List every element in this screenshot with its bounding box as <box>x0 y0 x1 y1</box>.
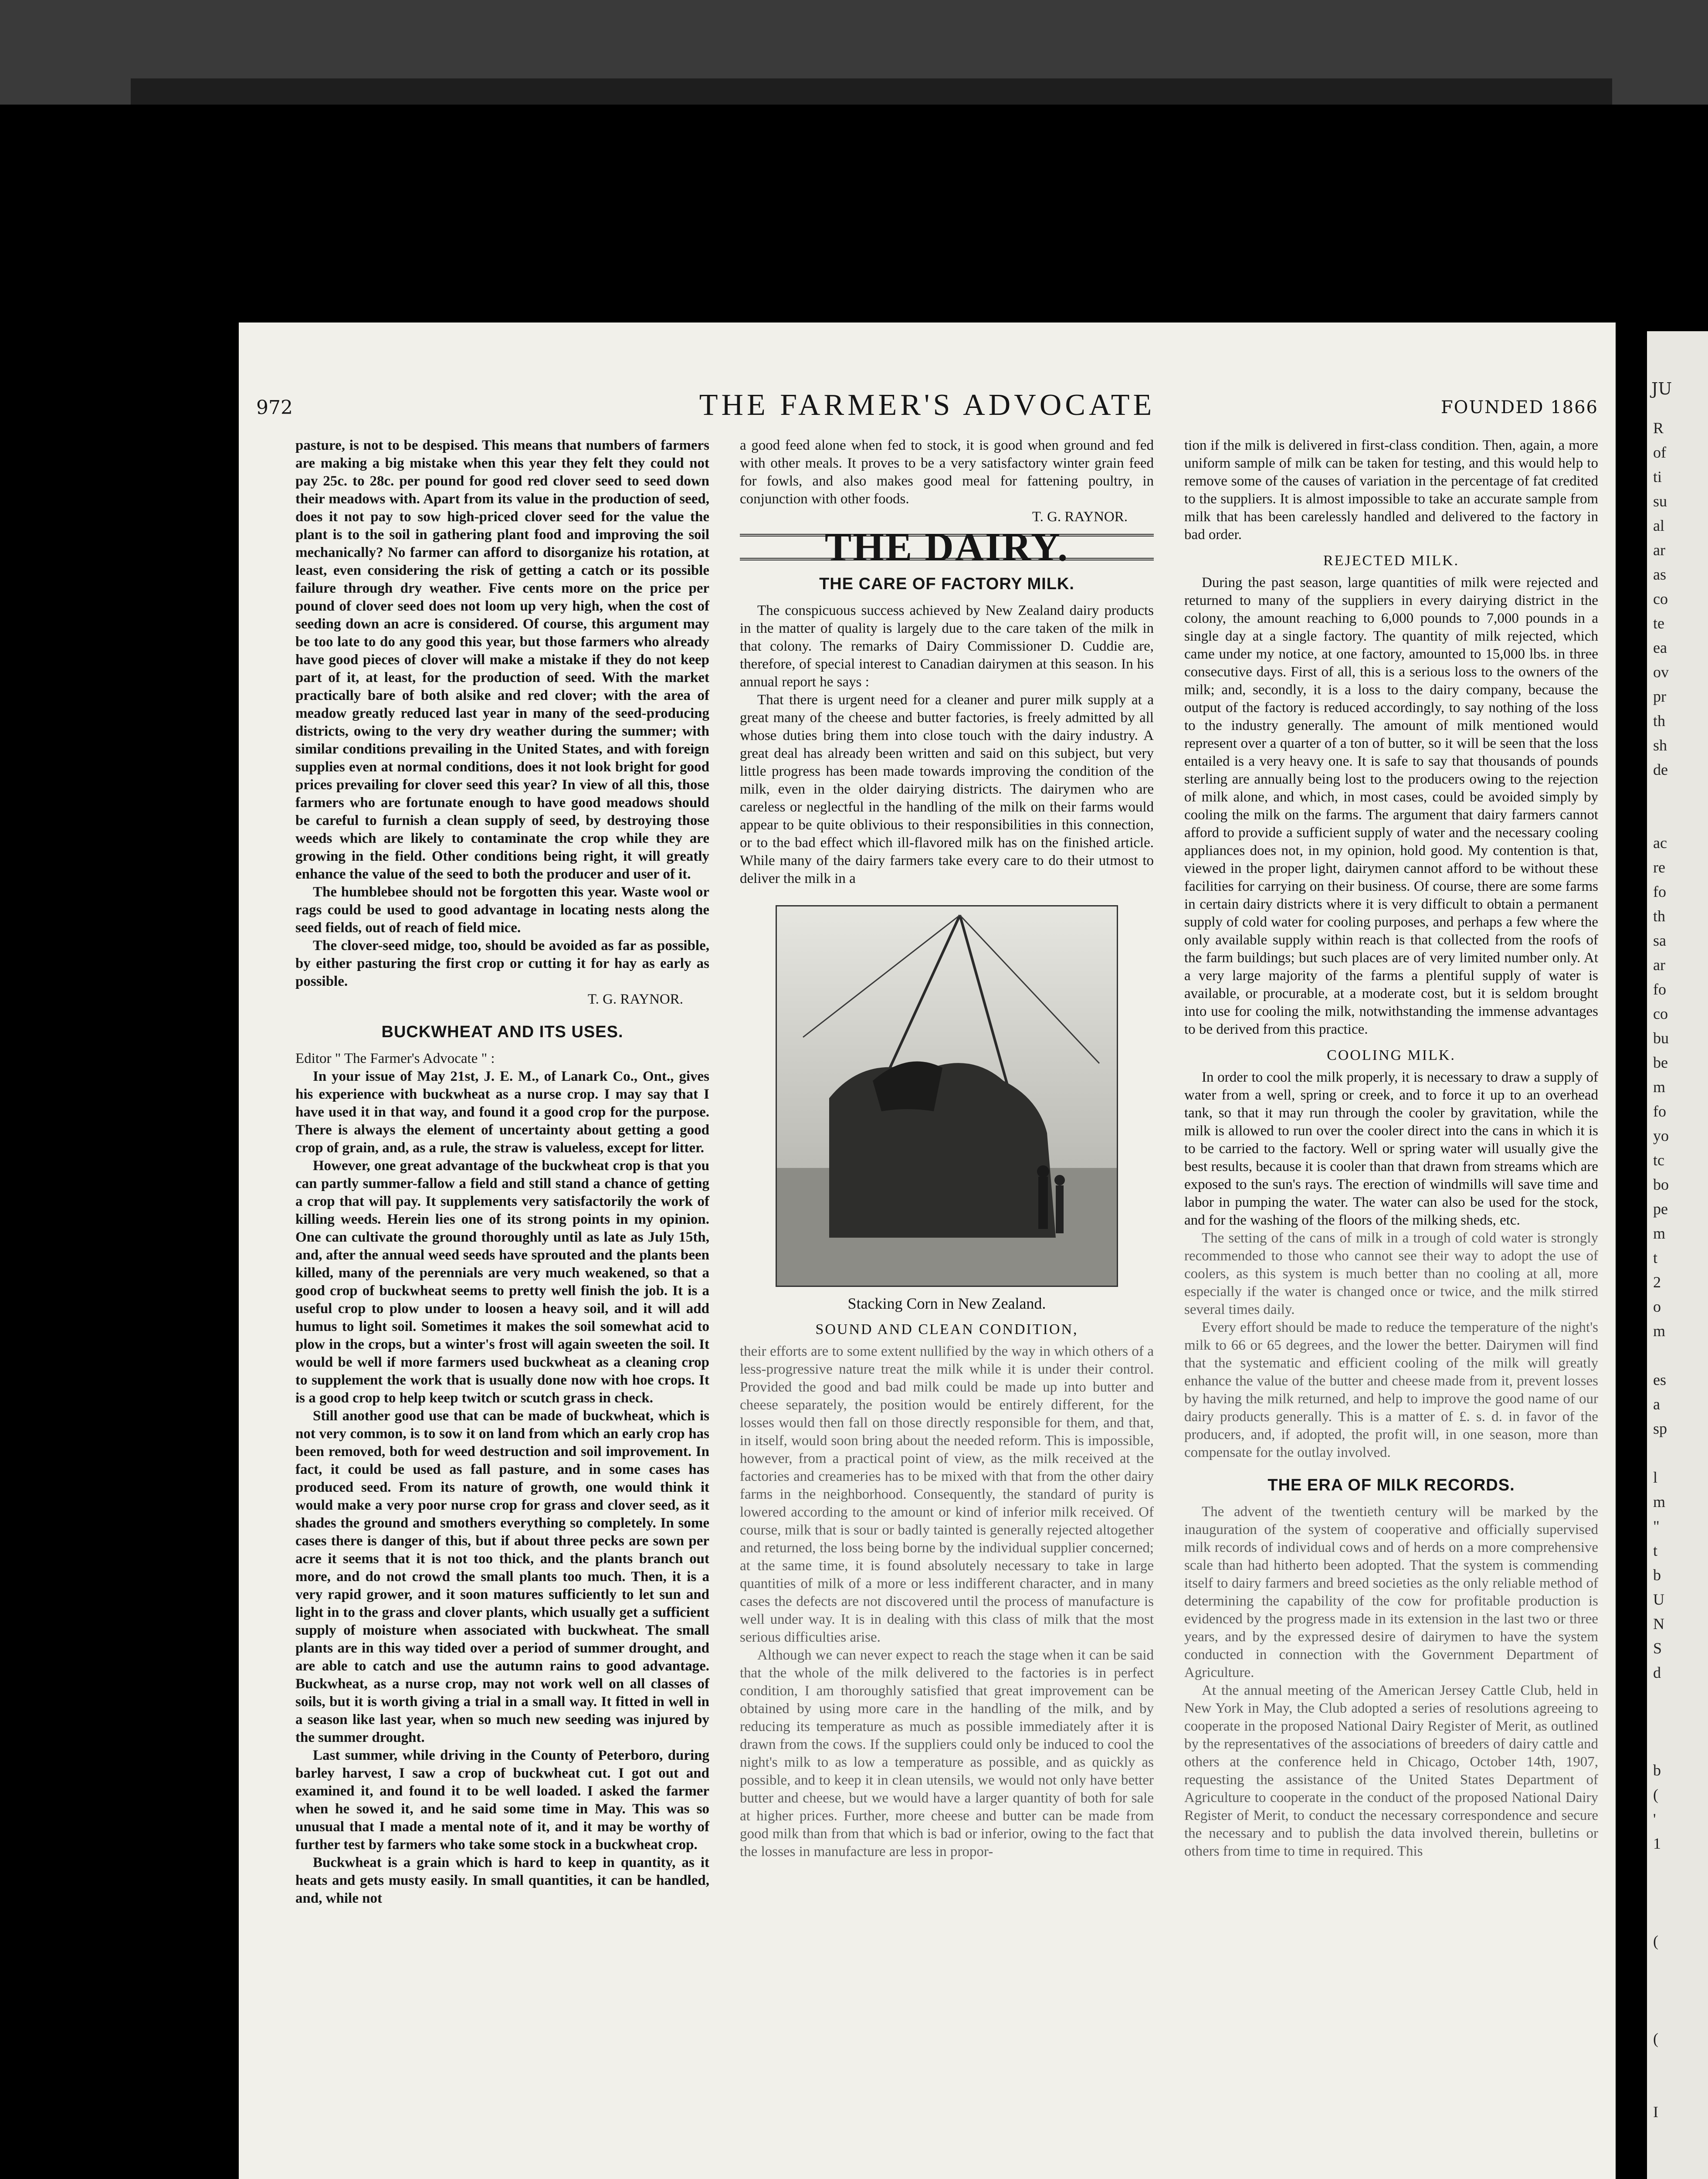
fragment-line: m <box>1653 1225 1666 1242</box>
signature: T. G. RAYNOR. <box>1032 509 1128 525</box>
fragment-line <box>1647 782 1708 806</box>
photo-caption: Stacking Corn in New Zealand. <box>847 1295 1046 1312</box>
fragment-line: as <box>1653 566 1666 583</box>
fragment-line: sp <box>1653 1420 1667 1437</box>
fragment-line: ( <box>1653 1932 1658 1950</box>
fragment-line: ( <box>1653 1786 1658 1803</box>
fragment-line: co <box>1653 590 1668 608</box>
fragment-line: ac <box>1653 834 1667 852</box>
fragment-line: " <box>1653 1517 1660 1535</box>
fragment-line: ' <box>1653 1810 1656 1828</box>
paragraph: At the annual meeting of the American Jersey Cattle Club, held in New York in May, the Club adopted a series of resolutions agreeing to cooperate in the proposed National Dairy Register of Merit, as outlined by the representatives of the associations of breeders of dairy cattle and others at the conference held in Chicago, October 14th, 1907, requesting the assistance of the United States Department of Agriculture to cooperate in the conduct of the proposed National Dairy Register of Merit, to conduct the necessary correspondence and secure the necessary and to publish the data involved therein, bulletins or others from time to time in required. This <box>1184 1683 1598 1859</box>
fragment-line: U <box>1653 1591 1664 1608</box>
paragraph: a good feed alone when fed to stock, it is good when ground and fed with other meals. It proves to be a very satisfactory winter grain feed for fowls, and also makes good meal for fattening poultry, in conjunction with other foods. <box>740 438 1154 507</box>
photo-stacking-corn <box>776 905 1118 1287</box>
fragment-line: be <box>1653 1054 1668 1071</box>
fragment-line: N <box>1653 1615 1664 1633</box>
paragraph: pasture, is not to be despised. This means that numbers of farmers are making a big mistake when this year they felt they could not pay 25c. to 28c. per pound for good red clover seed to seed down their meadows with. Apart from its value in the production of seed, does it not pay to sow high-priced clover seed for the value the plant is to the soil in gathering plant food and improving the soil mechanically? No farmer can afford to disorganize his rotation, at least, even considering the risk of getting a catch or its possible failure through dry weather. Five cents more on the price per pound of clover seed does not loom up very high, when the cost of seeding down an acre is considered. Of course, this argument may be too late to do any good this year, but those farmers who already have good pieces of clover will make a mistake if they do not keep part of it, at least, for the production of seed. With the market practically bare of both alsike and red clover; with the area of meadow greatly reduced last year in many of the seed-producing districts, owing to the very dry weather during the summer; with similar conditions prevailing in the United States, and with foreign supplies even at normal conditions, does it not look bright for good prices prevailing for clover seed this year? In view of all this, those farmers who are fortunate enough to have good meadows should be careful to furnish a clean supply of seed, by destroying those weeds which are likely to contaminate the crop while they are growing in the field. Other conditions being right, it will greatly enhance the value of the seed to both the producer and user of it. <box>295 438 709 882</box>
fragment-line: ( <box>1653 2030 1658 2047</box>
fragment-line: de <box>1653 761 1668 778</box>
column-3 <box>1184 437 1598 1860</box>
fragment-line: bo <box>1653 1176 1669 1193</box>
heading-cooling-milk: COOLING MILK. <box>1327 1047 1456 1063</box>
paragraph: In order to cool the milk properly, it is necessary to draw a supply of water from a well, spring or creek, and to force it up to an overhead tank, so that it may run through the cooler by gravitation, while the milk is allowed to run over the cooler direct into the cans in which it is to be carried to the factory. Well or spring water will usually give the best results, because it is cooler than that drawn from streams which are exposed to the sun's rays. The erection of windmills will save time and labor in pumping the water. The water can also be used for the stock, and for the washing of the floors of the milking sheds, etc. <box>1184 1069 1598 1228</box>
fragment-line: ea <box>1653 639 1667 656</box>
heading-sound-clean: SOUND AND CLEAN CONDITION, <box>815 1321 1078 1337</box>
scan-border-top <box>0 0 1708 105</box>
fragment-line: fo <box>1653 981 1666 998</box>
fragment-line <box>1647 1709 1708 1734</box>
heading-milk-records: THE ERA OF MILK RECORDS. <box>1267 1476 1515 1494</box>
paragraph: The setting of the cans of milk in a trough of cold water is strongly recommended to those who cannot see their way to adopt the use of coolers, as this system is much better than no cooling at all, more especially if the water is changed once or twice, and the milk stirred several times daily. <box>1184 1230 1598 1317</box>
paragraph: their efforts are to some extent nullified by the way in which others of a less-progressive nature treat the milk while it is under their control. Provided the good and bad milk could be made up into butter and cheese separately, the position would be entirely different, for the losses would then fall on those directly responsible for them, and that, in itself, would soon bring about the needed reform. This is impossible, however, from a practical point of view, as the milk received at the factories and creameries has to be mixed with that from the other dairy farms in the neighborhood. Consequently, the standard of purity is lowered according to the amount or kind of inferior milk received. Of course, milk that is sour or badly tainted is generally rejected altogether and returned, the loss being borne by the individual supplier concerned; at the same time, it is found absolutely necessary to take in large quantities of milk of a more or less indifferent character, and in many cases the defects are not discovered until the process of manufacture is well under way. It is in dealing with this class of milk that the most serious difficulties arise. <box>740 1344 1154 1645</box>
fragment-line: t <box>1653 1542 1658 1559</box>
fragment-line: m <box>1653 1322 1666 1340</box>
fragment-line <box>1647 2002 1708 2026</box>
paragraph: The conspicuous success achieved by New Zealand dairy products in the matter of quality is largely due to the care taken of the milk in that colony. The remarks of Dairy Commissioner D. Cuddie are, therefore, of special interest to Canadian dairymen at this season. In his annual report he says : <box>740 603 1154 690</box>
fragment-line: a <box>1653 1395 1660 1413</box>
paragraph: Although we can never expect to reach the stage when it can be said that the whole of the milk delivered to the factories is in perfect condition, I am thoroughly satisfied that great improvement can be obtained by using more care in the handling of the milk, and by reducing its temperature as much as possible immediately after it is drawn from the cows. If the suppliers could only be induced to cool the night's milk to as low a temperature as possible, and as quickly as possible, and to keep it in clean utensils, we would not only have better butter and cheese, but we would have a larger quantity of both for sale at higher prices. Further, more cheese and butter can be made from good milk than from that which is bad or inferior, owing to the fact that the losses in manufacture are less in propor- <box>740 1647 1154 1860</box>
paragraph: The humblebee should not be forgotten this year. Waste wool or rags could be used to good advantage in locating nests along the seed fields, out of reach of field mice. <box>295 884 709 936</box>
newspaper-page <box>239 322 1616 2179</box>
fragment-line: sa <box>1653 932 1666 949</box>
fragment-line <box>1647 2051 1708 2075</box>
fragment-line: th <box>1653 907 1666 925</box>
signature: T. G. RAYNOR. <box>587 991 683 1007</box>
fragment-line: bu <box>1653 1029 1669 1047</box>
fragment-line: m <box>1653 1078 1666 1096</box>
fragment-line: ar <box>1653 541 1665 559</box>
fragment-line: al <box>1653 517 1664 534</box>
paragraph: Buckwheat is a grain which is hard to keep in quantity, as it heats and gets musty easily. In small quantities, it can be handled, and, while not <box>295 1855 709 1906</box>
fragment-line: es <box>1653 1371 1666 1388</box>
heading-factory-milk: THE CARE OF FACTORY MILK. <box>819 575 1074 593</box>
fragment-line <box>1647 1978 1708 2002</box>
fragment-line: o <box>1653 1298 1661 1315</box>
fragment-line: m <box>1653 1493 1666 1510</box>
paragraph: Every effort should be made to reduce the temperature of the night's milk to 66 or 65 degrees, and the lower the better. Dairymen will find that the systematic and efficient cooling of the milk will greatly enhance the value of the butter and cheese made from it, prevent losses by having the milk returned, and help to improve the good name of our dairy products generally. This is a matter of £. s. d. in favor of the producers, and, if adopted, the profit will, in one season, more than compensate for the outlay involved. <box>1184 1320 1598 1460</box>
paragraph: tion if the milk is delivered in first-class condition. Then, again, a more uniform sample of milk can be taken for testing, and this would help to remove some of the causes of variation in the percentage of fat credited to the suppliers. It is almost impossible to take an accurate sample from milk that has been carelessly handled and delivered to the factory in bad order. <box>1184 438 1598 543</box>
fragment-line: b <box>1653 1566 1661 1584</box>
fragment-line: fo <box>1653 1103 1666 1120</box>
photo-illustration <box>777 906 1117 1286</box>
fragment-line: d <box>1653 1664 1661 1681</box>
fragment-line: pr <box>1653 688 1666 705</box>
fragment-line <box>1647 1343 1708 1368</box>
fragment-line: ti <box>1653 468 1662 485</box>
fragment-line: te <box>1653 614 1664 632</box>
paragraph: Still another good use that can be made of buckwheat, which is not very common, is to sow it on land from which an early crop has been removed, both for weed destruction and soil improvement. In fact, it could be used as fall pasture, and in some cases has produced seed. From its nature of growth, one would think it would make a very poor nurse crop for grass and clover seed, as it shades the ground and smothers everything so completely. In some cases there is danger of this, but if about three pecks are sown per acre it seems that it is not too thick, and the plants branch out more, and do not crowd the small plants too much. Then, it is a very rapid grower, and it soon matures sufficiently to let sun and light in to the grass and clover plants, which usually get a sufficient supply of moisture when associated with buckwheat. The small plants are in this way tided over a period of summer drought, and are able to catch and use the autumn rains to good advantage. Buckwheat, as a nurse crop, may not work well on all classes of soils, but it is worth giving a trial in a small way. It fitted in well in a season like last year, when so much new seeding was injured by the summer drought. <box>295 1408 709 1745</box>
fragment-line: re <box>1653 859 1665 876</box>
masthead-title: THE FARMER'S ADVOCATE <box>699 388 1156 422</box>
fragment-line <box>1647 806 1708 831</box>
heading-buckwheat: BUCKWHEAT AND ITS USES. <box>381 1023 624 1041</box>
page-header <box>256 388 1598 423</box>
paragraph: The advent of the twentieth century will be marked by the inauguration of the system of cooperative and officially supervised milk records of individual cows and of herds on a more comprehensive scale than had hitherto been adopted. That the system is commending itself to dairy farmers and breed societies as the only reliable method of determining the capability of the cow for profitable production is evidenced by the progress made in its extension in the last two or three years, and by the expressed desire of dairymen to have the system conducted in connection with the Government Department of Agriculture. <box>1184 1504 1598 1680</box>
fragment-line: of <box>1653 444 1666 461</box>
fragment-line <box>1647 1685 1708 1709</box>
fragment-line: yo <box>1653 1127 1669 1144</box>
fragment-line: co <box>1653 1005 1668 1022</box>
paragraph: During the past season, large quantities of milk were rejected and returned to many of the suppliers in every dairying district in the colony, the amount reaching to 6,000 pounds to 7,000 pounds in a single day at a single factory. The quantity of milk rejected, which came under my notice, at one factory, amounted to 15,000 lbs. in three consecutive days. First of all, this is a serious loss to the owners of the milk; and, secondly, it is a loss to the dairy company, because the output of the factory is reduced accordingly, to say nothing of the loss to the industry generally. The amount of milk mentioned would represent over a quarter of a ton of butter, so it will be seen that the loss entailed is a very heavy one. It is safe to say that thousands of pounds sterling are annually being lost to the producers owing to the rejection of milk alone, and which, in most cases, could be avoided simply by cooling the milk on the farms. The argument that dairy farmers cannot afford to provide a sufficient supply of water and the necessary cooling appliances does not, in my opinion, hold good. My contention is that, viewed in the proper light, dairymen cannot afford to be without these facilities for carrying on their business. Of course, there are some farms in certain dairy districts where it is very difficult to obtain a permanent supply of cold water for cooling purposes, and perhaps a few where the only available supply within reach is that collected from the roofs of the farm buildings; but such places are of very limited number only. At a very large majority of the farms a plentiful supply of water is available, or procurable, at a moderate cost, but it is seldom brought into use for cooling the milk, notwithstanding the immense advantages to be derived from this practice. <box>1184 575 1598 1037</box>
fragment-line: 1 <box>1653 1835 1661 1852</box>
fragment-line <box>1647 1904 1708 1929</box>
fragment-line: 2 <box>1653 1273 1661 1291</box>
fragment-line: th <box>1653 712 1666 730</box>
paragraph: In your issue of May 21st, J. E. M., of Lanark Co., Ont., gives his experience with buckwheat as a nurse crop. I may say that I have used it in that way, and found it a good crop for the purpose. There is always the element of uncertainty about getting a good crop of grain, and, as a rule, the straw is valueless, except for litter. <box>295 1069 709 1156</box>
section-title-dairy: THE DAIRY. <box>740 534 1154 560</box>
adjacent-page-lines <box>1647 416 1708 2124</box>
adjacent-page-header: JU <box>1651 379 1672 398</box>
fragment-line: su <box>1653 492 1667 510</box>
fragment-line: pe <box>1653 1200 1668 1218</box>
fragment-line <box>1647 1856 1708 1880</box>
paragraph: However, one great advantage of the buckwheat crop is that you can partly summer-fallow a field and still stand a chance of getting a crop that will pay. It supplements very satisfactorily the work of killing weeds. Herein lies one of its strong points in my opinion. One can cultivate the ground thoroughly until as late as July 15th, and, after the annual weed seeds have sprouted and the plants been killed, many of the perennials are very much weakened, so that a good crop of buckwheat seems to pretty well finish the job. It is a useful crop to plow under to loosen a heavy soil, and it will add humus to light soil. Sometimes it makes the soil somewhat acid to plow in the crops, but a winter's frost will again sweeten the soil. It would be well if more farmers used buckwheat as a cleaning crop to supplement the work that is usually done now with hoe crops. It is a good crop to help keep twitch or scutch grass in check. <box>295 1158 709 1406</box>
fragment-line: ar <box>1653 956 1665 974</box>
heading-rejected-milk: REJECTED MILK. <box>1323 553 1460 569</box>
fragment-line <box>1647 2075 1708 2100</box>
fragment-line: t <box>1653 1249 1658 1266</box>
paragraph: That there is urgent need for a cleaner and purer milk supply at a great many of the cheese and butter factories, is freely admitted by all whose duties bring them into close touch with the dairy industry. A great deal has already been written and said on this subject, but very little progress has been made towards improving the condition of the milk, even in the older dairying districts. The dairymen who are careless or neglectful in the handling of the milk on their farms would appear to be quite oblivious to their responsibilities in this connection, or to the bad effect which ill-flavored milk has on the finished article. While many of the dairy farmers take every care to do their utmost to deliver the milk in a <box>740 692 1154 886</box>
fragment-line: R <box>1653 419 1664 437</box>
fragment-line: I <box>1653 2103 1658 2121</box>
fragment-line: ov <box>1653 663 1669 681</box>
fragment-line: tc <box>1653 1151 1664 1169</box>
page-number: 972 <box>256 397 293 419</box>
fragment-line: fo <box>1653 883 1666 900</box>
fragment-line <box>1647 1880 1708 1904</box>
fragment-line <box>1647 1953 1708 1978</box>
editor-salutation: Editor " The Farmer's Advocate " : <box>295 1051 495 1066</box>
paragraph: The clover-seed midge, too, should be avoided as far as possible, by either pasturing the first crop or cutting it for hay as early as possible. <box>295 938 709 989</box>
adjacent-page-fragment <box>1647 331 1708 2179</box>
fragment-line: S <box>1653 1639 1662 1657</box>
fragment-line <box>1647 1441 1708 1465</box>
fragment-line: b <box>1653 1762 1661 1779</box>
founded-line: FOUNDED 1866 <box>1440 397 1598 417</box>
paragraph: Last summer, while driving in the County of Peterboro, during barley harvest, I saw a crop of buckwheat cut. I got out and examined it, and found it to be well loaded. I asked the farmer when he sowed it, and he said some time in May. This was so unusual that I made a mental note of it, and it may be worthy of further test by farmers who take some stock in a buckwheat crop. <box>295 1748 709 1853</box>
column-2 <box>740 437 1154 1861</box>
column-1 <box>295 437 709 1907</box>
fragment-line <box>1647 1734 1708 1758</box>
fragment-line: sh <box>1653 737 1667 754</box>
fragment-line: l <box>1653 1469 1658 1486</box>
